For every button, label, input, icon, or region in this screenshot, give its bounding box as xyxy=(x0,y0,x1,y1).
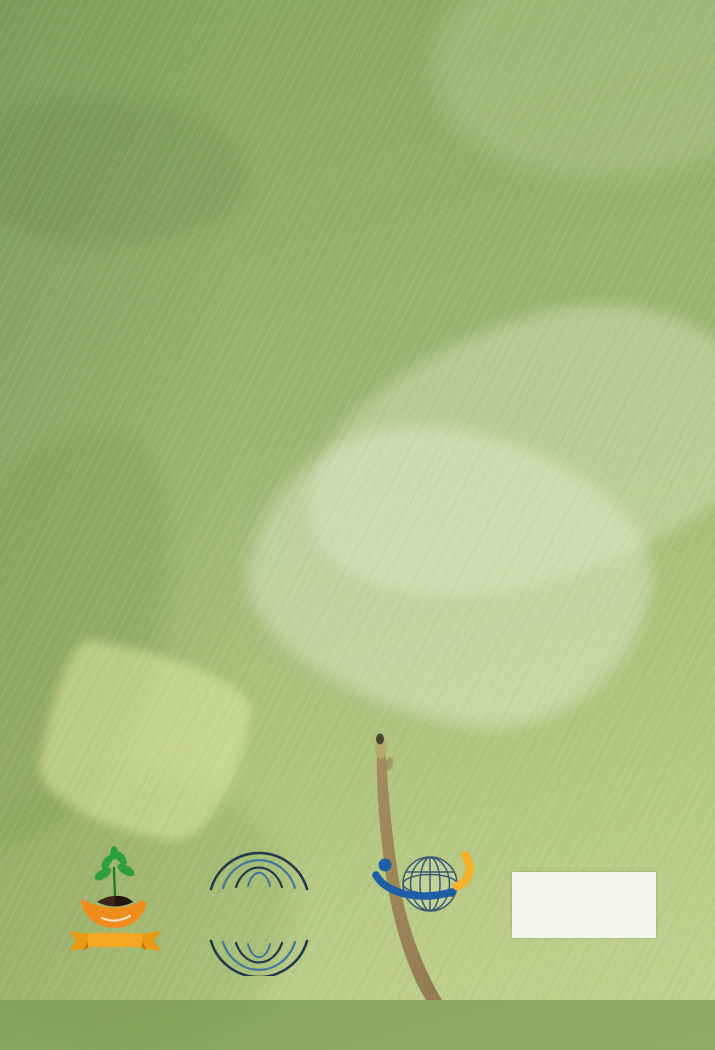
globe-icon xyxy=(403,857,457,911)
flame-swoosh-icon xyxy=(457,855,470,886)
spacer xyxy=(70,51,648,72)
ribbon-banner xyxy=(69,931,161,951)
leaf-shadow xyxy=(0,395,221,875)
isbn-barcode xyxy=(512,872,656,938)
leaf-highlight xyxy=(273,260,715,639)
aep-angola-seal xyxy=(50,838,180,980)
testimonials-section xyxy=(0,0,715,98)
leaf-highlight xyxy=(32,635,258,849)
soil-icon xyxy=(97,896,133,907)
spacer xyxy=(70,77,648,98)
atuacao-global-logo xyxy=(194,842,324,976)
leaf-highlight xyxy=(226,395,674,756)
background-patch xyxy=(0,95,250,245)
globe-arcs-bottom-icon xyxy=(211,941,307,976)
twig-bud xyxy=(375,737,387,759)
globe-arcs-top-icon xyxy=(211,853,307,889)
twig-bud-tip xyxy=(376,734,384,745)
plant-icon xyxy=(93,846,137,898)
aecep-logo xyxy=(326,844,516,986)
